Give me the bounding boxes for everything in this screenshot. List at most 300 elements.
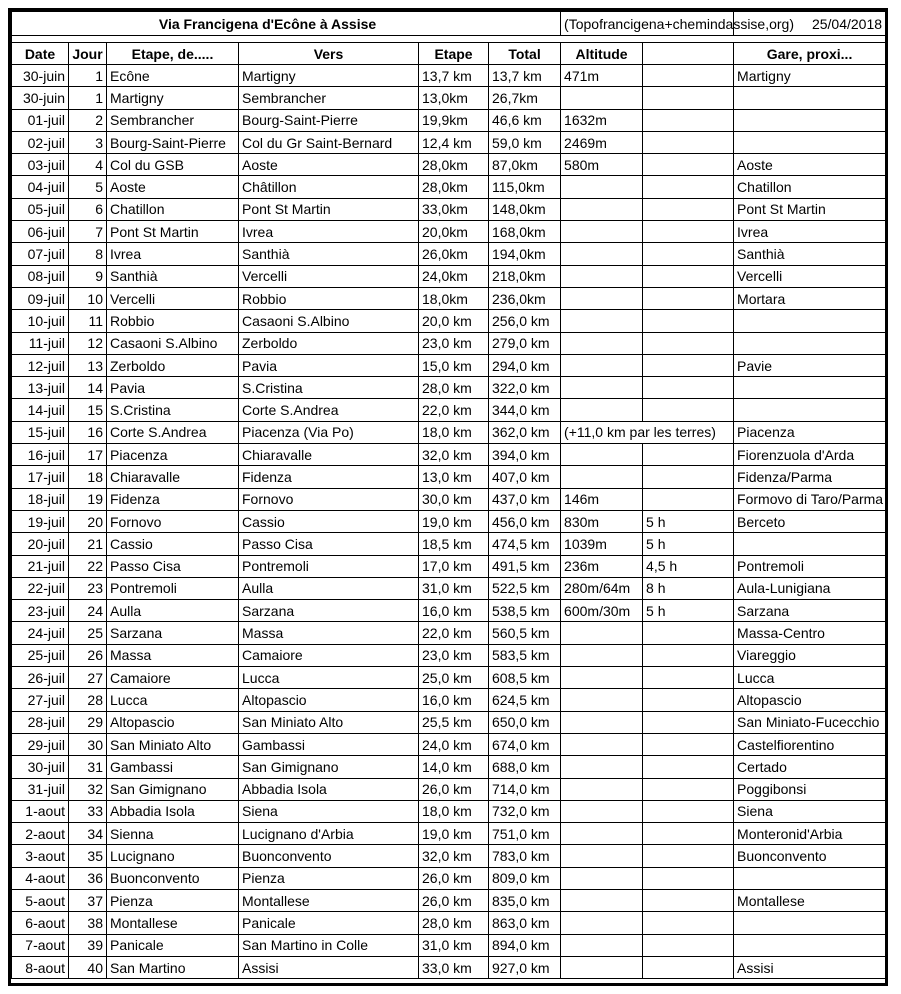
cell-altitude[interactable] [561,399,643,421]
cell-duration[interactable] [643,823,734,845]
cell-duration[interactable] [643,287,734,309]
cell-date[interactable]: 07-juil [12,243,69,265]
cell-duration[interactable] [643,644,734,666]
cell-etape-de[interactable]: Fidenza [107,488,239,510]
cell-etape-de[interactable]: Sarzana [107,622,239,644]
cell-gare[interactable]: Buonconvento [734,845,886,867]
cell-total[interactable]: 732,0 km [489,800,561,822]
cell-vers[interactable]: Fornovo [239,488,419,510]
cell-etape-de[interactable]: Bourg-Saint-Pierre [107,131,239,153]
cell-etape[interactable]: 31,0 km [419,934,489,956]
cell-etape-de[interactable]: Vercelli [107,287,239,309]
cell-duration[interactable] [643,622,734,644]
cell-jour[interactable]: 32 [69,778,107,800]
cell-altitude[interactable] [561,823,643,845]
cell-vers[interactable]: Pienza [239,867,419,889]
cell-duration[interactable] [643,867,734,889]
cell-date[interactable]: 30-juin [12,87,69,109]
cell-duration[interactable] [643,711,734,733]
cell-total[interactable]: 751,0 km [489,823,561,845]
cell-duration[interactable] [643,800,734,822]
cell-date[interactable]: 20-juil [12,533,69,555]
cell-gare[interactable] [734,310,886,332]
cell-date[interactable]: 31-juil [12,778,69,800]
cell-altitude[interactable]: 580m [561,154,643,176]
cell-total[interactable]: 608,5 km [489,667,561,689]
cell-date[interactable]: 26-juil [12,667,69,689]
cell-vers[interactable]: Camaiore [239,644,419,666]
cell-altitude[interactable] [561,332,643,354]
cell-total[interactable]: 46,6 km [489,109,561,131]
cell-altitude[interactable] [561,778,643,800]
cell-total[interactable]: 59,0 km [489,131,561,153]
cell-gare[interactable] [734,934,886,956]
cell-etape[interactable]: 12,4 km [419,131,489,153]
cell-etape[interactable]: 19,0 km [419,510,489,532]
cell-etape[interactable]: 23,0 km [419,644,489,666]
cell-etape[interactable]: 28,0km [419,154,489,176]
cell-gare[interactable]: Castelfiorentino [734,733,886,755]
cell-jour[interactable]: 28 [69,689,107,711]
cell-vers[interactable]: Col du Gr Saint-Bernard [239,131,419,153]
cell-etape-de[interactable]: Cassio [107,533,239,555]
cell-etape[interactable]: 33,0 km [419,956,489,978]
cell-total[interactable]: 13,7 km [489,65,561,87]
cell-etape-de[interactable]: Aulla [107,600,239,622]
cell-total[interactable]: 279,0 km [489,332,561,354]
cell-altitude[interactable]: 280m/64m [561,577,643,599]
cell-total[interactable]: 407,0 km [489,466,561,488]
cell-vers[interactable]: Chiaravalle [239,444,419,466]
cell-jour[interactable]: 21 [69,533,107,555]
cell-total[interactable]: 894,0 km [489,934,561,956]
cell-date[interactable]: 8-aout [12,956,69,978]
cell-vers[interactable]: Passo Cisa [239,533,419,555]
cell-total[interactable]: 538,5 km [489,600,561,622]
cell-jour[interactable]: 33 [69,800,107,822]
cell-altitude[interactable] [561,87,643,109]
cell-etape[interactable]: 13,0km [419,87,489,109]
cell-gare[interactable]: Pont St Martin [734,198,886,220]
cell-vers[interactable]: Pavia [239,354,419,376]
cell-etape[interactable]: 16,0 km [419,600,489,622]
cell-total[interactable]: 714,0 km [489,778,561,800]
cell-jour[interactable]: 17 [69,444,107,466]
cell-jour[interactable]: 9 [69,265,107,287]
cell-duration[interactable] [643,65,734,87]
cell-total[interactable]: 927,0 km [489,956,561,978]
cell-etape-de[interactable]: Altopascio [107,711,239,733]
cell-etape[interactable]: 15,0 km [419,354,489,376]
cell-etape[interactable]: 24,0 km [419,733,489,755]
cell-gare[interactable]: Certado [734,756,886,778]
cell-vers[interactable]: San Miniato Alto [239,711,419,733]
cell-etape-de[interactable]: Piacenza [107,444,239,466]
cell-date[interactable]: 25-juil [12,644,69,666]
cell-altitude[interactable]: 236m [561,555,643,577]
cell-jour[interactable]: 18 [69,466,107,488]
cell-etape-de[interactable]: Pontremoli [107,577,239,599]
cell-jour[interactable]: 1 [69,87,107,109]
cell-altitude[interactable] [561,377,643,399]
cell-altitude[interactable]: 600m/30m [561,600,643,622]
cell-etape-de[interactable]: Martigny [107,87,239,109]
cell-duration[interactable] [643,956,734,978]
cell-total[interactable]: 362,0 km [489,421,561,443]
cell-etape-de[interactable]: San Gimignano [107,778,239,800]
cell-etape-de[interactable]: Montallese [107,912,239,934]
cell-gare[interactable] [734,377,886,399]
cell-duration[interactable] [643,912,734,934]
cell-etape[interactable]: 25,0 km [419,667,489,689]
cell-jour[interactable]: 16 [69,421,107,443]
cell-date[interactable]: 4-aout [12,867,69,889]
cell-altitude[interactable] [561,287,643,309]
col-header-blank[interactable] [643,43,734,65]
cell-jour[interactable]: 1 [69,65,107,87]
cell-jour[interactable]: 7 [69,221,107,243]
cell-total[interactable]: 783,0 km [489,845,561,867]
cell-etape[interactable]: 28,0km [419,176,489,198]
col-header-etape-de[interactable]: Etape, de..... [107,43,239,65]
cell-gare[interactable]: Sarzana [734,600,886,622]
cell-duration[interactable] [643,243,734,265]
cell-duration[interactable] [643,488,734,510]
cell-jour[interactable]: 36 [69,867,107,889]
cell-gare[interactable]: Monteronid'Arbia [734,823,886,845]
cell-altitude[interactable] [561,466,643,488]
cell-jour[interactable]: 37 [69,889,107,911]
cell-altitude[interactable] [561,198,643,220]
cell-date[interactable]: 30-juil [12,756,69,778]
cell-gare[interactable]: Assisi [734,956,886,978]
cell-gare[interactable]: Altopascio [734,689,886,711]
cell-etape-de[interactable]: Chiaravalle [107,466,239,488]
cell-duration[interactable] [643,934,734,956]
cell-altitude[interactable] [561,310,643,332]
cell-vers[interactable]: Assisi [239,956,419,978]
cell-total[interactable]: 583,5 km [489,644,561,666]
cell-etape[interactable]: 31,0 km [419,577,489,599]
cell-etape[interactable]: 19,0 km [419,823,489,845]
cell-etape[interactable]: 26,0km [419,243,489,265]
cell-gare[interactable] [734,399,886,421]
cell-duration[interactable] [643,265,734,287]
cell-gare[interactable] [734,533,886,555]
cell-total[interactable]: 835,0 km [489,889,561,911]
col-header-date[interactable]: Date [12,43,69,65]
cell-altitude[interactable] [561,711,643,733]
cell-total[interactable]: 437,0 km [489,488,561,510]
cell-etape-de[interactable]: Camaiore [107,667,239,689]
cell-vers[interactable]: San Gimignano [239,756,419,778]
cell-total[interactable]: 87,0km [489,154,561,176]
cell-duration[interactable]: 5 h [643,533,734,555]
cell-jour[interactable]: 26 [69,644,107,666]
cell-total[interactable]: 256,0 km [489,310,561,332]
cell-jour[interactable]: 30 [69,733,107,755]
cell-etape[interactable]: 18,0 km [419,800,489,822]
cell-date[interactable]: 04-juil [12,176,69,198]
cell-total[interactable]: 863,0 km [489,912,561,934]
cell-gare[interactable] [734,87,886,109]
cell-jour[interactable]: 27 [69,667,107,689]
cell-duration[interactable] [643,444,734,466]
cell-vers[interactable]: Fidenza [239,466,419,488]
cell-duration[interactable] [643,176,734,198]
cell-etape[interactable]: 16,0 km [419,689,489,711]
cell-etape-de[interactable]: Ecône [107,65,239,87]
cell-duration[interactable] [643,778,734,800]
cell-gare[interactable]: Ivrea [734,221,886,243]
cell-etape-de[interactable]: Massa [107,644,239,666]
col-header-altitude[interactable]: Altitude [561,43,643,65]
cell-vers[interactable]: Pont St Martin [239,198,419,220]
cell-date[interactable]: 03-juil [12,154,69,176]
cell-altitude[interactable] [561,221,643,243]
cell-vers[interactable]: Zerboldo [239,332,419,354]
cell-etape[interactable]: 22,0 km [419,622,489,644]
cell-date[interactable]: 01-juil [12,109,69,131]
cell-etape-de[interactable]: Pont St Martin [107,221,239,243]
cell-jour[interactable]: 5 [69,176,107,198]
cell-altitude[interactable] [561,667,643,689]
cell-duration[interactable]: 4,5 h [643,555,734,577]
cell-gare[interactable]: Pavie [734,354,886,376]
cell-duration[interactable]: 5 h [643,510,734,532]
cell-etape[interactable]: 30,0 km [419,488,489,510]
cell-total[interactable]: 194,0km [489,243,561,265]
cell-vers[interactable]: Bourg-Saint-Pierre [239,109,419,131]
cell-etape[interactable]: 26,0 km [419,867,489,889]
cell-etape-de[interactable]: Lucignano [107,845,239,867]
cell-duration[interactable] [643,733,734,755]
cell-etape-de[interactable]: San Miniato Alto [107,733,239,755]
cell-total[interactable]: 650,0 km [489,711,561,733]
cell-vers[interactable]: Casaoni S.Albino [239,310,419,332]
cell-gare[interactable]: Viareggio [734,644,886,666]
cell-jour[interactable]: 13 [69,354,107,376]
cell-etape[interactable]: 25,5 km [419,711,489,733]
cell-etape[interactable]: 32,0 km [419,444,489,466]
cell-total[interactable]: 456,0 km [489,510,561,532]
cell-date[interactable]: 12-juil [12,354,69,376]
cell-vers[interactable]: Santhià [239,243,419,265]
cell-etape-de[interactable]: Aoste [107,176,239,198]
cell-altitude[interactable] [561,845,643,867]
col-header-vers[interactable]: Vers [239,43,419,65]
cell-altitude[interactable] [561,912,643,934]
cell-date[interactable]: 06-juil [12,221,69,243]
cell-altitude[interactable] [561,243,643,265]
cell-altitude[interactable] [561,934,643,956]
cell-total[interactable]: 491,5 km [489,555,561,577]
cell-etape[interactable]: 26,0 km [419,778,489,800]
cell-etape-de[interactable]: Pavia [107,377,239,399]
cell-etape-de[interactable]: Sembrancher [107,109,239,131]
cell-total[interactable]: 294,0 km [489,354,561,376]
cell-jour[interactable]: 6 [69,198,107,220]
cell-altitude[interactable]: 830m [561,510,643,532]
cell-gare[interactable]: Berceto [734,510,886,532]
cell-gare[interactable] [734,912,886,934]
cell-duration[interactable] [643,154,734,176]
cell-jour[interactable]: 19 [69,488,107,510]
cell-etape[interactable]: 14,0 km [419,756,489,778]
cell-jour[interactable]: 24 [69,600,107,622]
cell-date[interactable]: 19-juil [12,510,69,532]
cell-altitude[interactable] [561,689,643,711]
cell-jour[interactable]: 10 [69,287,107,309]
cell-etape[interactable]: 28,0 km [419,912,489,934]
cell-vers[interactable]: Corte S.Andrea [239,399,419,421]
cell-total[interactable]: 236,0km [489,287,561,309]
cell-gare[interactable]: Santhià [734,243,886,265]
cell-date[interactable]: 15-juil [12,421,69,443]
cell-gare[interactable] [734,867,886,889]
cell-date[interactable]: 2-aout [12,823,69,845]
cell-vers[interactable]: Cassio [239,510,419,532]
cell-jour[interactable]: 14 [69,377,107,399]
cell-etape-de[interactable]: Fornovo [107,510,239,532]
cell-altitude[interactable]: 1039m [561,533,643,555]
cell-jour[interactable]: 12 [69,332,107,354]
cell-duration[interactable] [643,667,734,689]
cell-vers[interactable]: Lucca [239,667,419,689]
cell-etape-de[interactable]: Ivrea [107,243,239,265]
cell-date[interactable]: 5-aout [12,889,69,911]
cell-total[interactable]: 522,5 km [489,577,561,599]
cell-vers[interactable]: Gambassi [239,733,419,755]
cell-etape-de[interactable]: Gambassi [107,756,239,778]
cell-jour[interactable]: 38 [69,912,107,934]
cell-gare[interactable] [734,332,886,354]
cell-etape[interactable]: 18,0km [419,287,489,309]
cell-vers[interactable]: Panicale [239,912,419,934]
cell-etape-de[interactable]: Chatillon [107,198,239,220]
cell-etape-de[interactable]: Santhià [107,265,239,287]
cell-date[interactable]: 7-aout [12,934,69,956]
cell-duration[interactable] [643,466,734,488]
cell-date[interactable]: 3-aout [12,845,69,867]
cell-duration[interactable] [643,87,734,109]
cell-altitude[interactable]: 2469m [561,131,643,153]
cell-altitude[interactable]: 1632m [561,109,643,131]
cell-total[interactable]: 674,0 km [489,733,561,755]
cell-altitude[interactable] [561,176,643,198]
cell-jour[interactable]: 35 [69,845,107,867]
cell-jour[interactable]: 20 [69,510,107,532]
cell-altitude[interactable]: (+11,0 km par les terres) [561,421,734,443]
col-header-gare[interactable]: Gare, proxi... [734,43,886,65]
cell-vers[interactable]: Robbio [239,287,419,309]
cell-date[interactable]: 14-juil [12,399,69,421]
cell-gare[interactable]: Siena [734,800,886,822]
cell-gare[interactable]: Aula-Lunigiana [734,577,886,599]
cell-duration[interactable] [643,198,734,220]
cell-total[interactable]: 394,0 km [489,444,561,466]
cell-total[interactable]: 474,5 km [489,533,561,555]
cell-total[interactable]: 344,0 km [489,399,561,421]
cell-etape[interactable]: 18,5 km [419,533,489,555]
cell-gare[interactable]: Fiorenzuola d'Arda [734,444,886,466]
cell-vers[interactable]: San Martino in Colle [239,934,419,956]
cell-date[interactable]: 18-juil [12,488,69,510]
cell-vers[interactable]: Piacenza (Via Po) [239,421,419,443]
cell-gare[interactable] [734,109,886,131]
cell-duration[interactable] [643,756,734,778]
cell-etape[interactable]: 26,0 km [419,889,489,911]
cell-vers[interactable]: Altopascio [239,689,419,711]
col-header-total[interactable]: Total [489,43,561,65]
cell-vers[interactable]: Châtillon [239,176,419,198]
cell-duration[interactable] [643,399,734,421]
cell-vers[interactable]: Siena [239,800,419,822]
cell-vers[interactable]: Vercelli [239,265,419,287]
cell-etape[interactable]: 20,0km [419,221,489,243]
source-note[interactable]: (Topofrancigena+chemindassise,org) [561,12,734,36]
cell-jour[interactable]: 4 [69,154,107,176]
cell-total[interactable]: 148,0km [489,198,561,220]
cell-etape-de[interactable]: Abbadia Isola [107,800,239,822]
cell-vers[interactable]: Ivrea [239,221,419,243]
cell-date[interactable]: 02-juil [12,131,69,153]
cell-etape-de[interactable]: Sienna [107,823,239,845]
cell-date[interactable]: 16-juil [12,444,69,466]
cell-etape-de[interactable]: Pienza [107,889,239,911]
cell-duration[interactable]: 8 h [643,577,734,599]
cell-gare[interactable]: Aoste [734,154,886,176]
cell-date[interactable]: 24-juil [12,622,69,644]
cell-vers[interactable]: Massa [239,622,419,644]
cell-gare[interactable]: Pontremoli [734,555,886,577]
cell-altitude[interactable]: 471m [561,65,643,87]
cell-altitude[interactable] [561,733,643,755]
cell-date[interactable]: 09-juil [12,287,69,309]
cell-jour[interactable]: 23 [69,577,107,599]
cell-jour[interactable]: 8 [69,243,107,265]
cell-total[interactable]: 688,0 km [489,756,561,778]
cell-duration[interactable] [643,131,734,153]
cell-duration[interactable] [643,109,734,131]
cell-total[interactable]: 168,0km [489,221,561,243]
cell-gare[interactable]: Mortara [734,287,886,309]
cell-etape-de[interactable]: Buonconvento [107,867,239,889]
cell-vers[interactable]: Aoste [239,154,419,176]
cell-gare[interactable]: Fidenza/Parma [734,466,886,488]
cell-gare[interactable]: Formovo di Taro/Parma [734,488,886,510]
cell-altitude[interactable] [561,444,643,466]
cell-date[interactable]: 23-juil [12,600,69,622]
cell-date[interactable]: 30-juin [12,65,69,87]
cell-vers[interactable]: Buonconvento [239,845,419,867]
cell-gare[interactable]: San Miniato-Fucecchio [734,711,886,733]
cell-etape[interactable]: 20,0 km [419,310,489,332]
cell-etape[interactable]: 13,0 km [419,466,489,488]
cell-total[interactable]: 218,0km [489,265,561,287]
cell-total[interactable]: 560,5 km [489,622,561,644]
cell-altitude[interactable] [561,265,643,287]
cell-altitude[interactable] [561,756,643,778]
cell-etape[interactable]: 17,0 km [419,555,489,577]
cell-date[interactable]: 21-juil [12,555,69,577]
col-header-jour[interactable]: Jour [69,43,107,65]
cell-date[interactable]: 05-juil [12,198,69,220]
sheet-date[interactable]: 25/04/2018 [734,12,886,36]
cell-gare[interactable]: Montallese [734,889,886,911]
cell-date[interactable]: 11-juil [12,332,69,354]
cell-altitude[interactable] [561,622,643,644]
